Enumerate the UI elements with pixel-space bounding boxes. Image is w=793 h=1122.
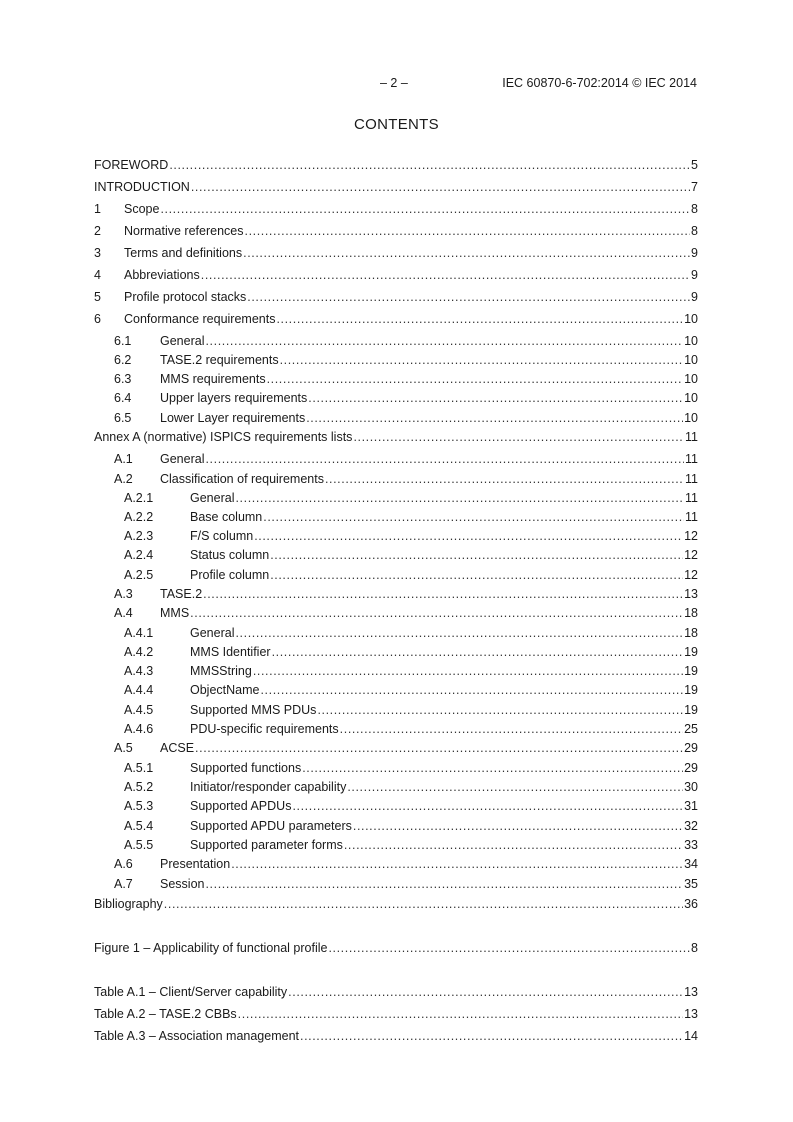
toc-entry-label: TASE.2 requirements [160,353,279,367]
dot-leader [164,897,683,911]
dot-leader [195,741,683,755]
toc-entry-number: A.5 [114,741,133,755]
toc-entry-label: Supported APDU parameters [190,819,352,833]
toc-entry-label: Table A.2 – TASE.2 CBBs [94,1007,237,1021]
dot-leader [245,224,691,238]
toc-entry-page: 7 [691,180,698,194]
toc-entry-page: 10 [684,411,698,425]
toc-entry-page: 19 [684,703,698,717]
dot-leader [300,1029,683,1043]
toc-entry-page: 11 [685,510,698,524]
toc-entry-number: A.5.5 [124,838,154,852]
document-reference: IEC 60870-6-702:2014 © IEC 2014 [502,76,697,90]
toc-entry-label: Conformance requirements [124,312,276,326]
toc-entry[interactable] [94,857,698,875]
page-title: CONTENTS [354,116,439,133]
dot-leader [238,1007,683,1021]
toc-entry-label: PDU-specific requirements [190,722,339,736]
toc-entry-label: Base column [190,510,263,524]
toc-entry-page: 10 [684,334,698,348]
dot-leader [280,353,684,367]
toc-entry-label: Abbreviations [124,268,200,282]
toc-entry-number: 6.1 [114,334,132,348]
toc-entry-number: A.2.5 [124,568,154,582]
dot-leader [353,819,683,833]
toc-entry-page: 10 [684,391,698,405]
toc-entry-number: A.4.6 [124,722,154,736]
dot-leader [190,606,683,620]
dot-leader [235,626,683,640]
toc-entry-number: A.4.1 [124,626,154,640]
toc-entry-label: General [160,452,205,466]
dot-leader [247,290,690,304]
toc-entry[interactable] [94,838,698,856]
dot-leader [191,180,690,194]
toc-entry-page: 9 [691,246,698,260]
toc-entry-page: 33 [684,838,698,852]
toc-entry-label: Initiator/responder capability [190,780,347,794]
toc-entry[interactable] [94,290,698,308]
dot-leader [292,799,683,813]
toc-entry-number: A.2 [114,472,133,486]
dot-leader [353,430,684,444]
toc-entry-page: 13 [684,985,698,999]
dot-leader [254,529,683,543]
toc-entry-label: General [190,626,235,640]
toc-entry-page: 19 [684,664,698,678]
toc-entry-page: 12 [684,548,698,562]
toc-entry[interactable] [94,1007,698,1025]
toc-entry-number: 6.2 [114,353,132,367]
toc-entry[interactable] [94,703,698,721]
toc-entry-number: A.3 [114,587,133,601]
toc-entry-label: F/S column [190,529,254,543]
toc-entry-page: 25 [684,722,698,736]
dot-leader [260,683,683,697]
toc-entry-page: 14 [684,1029,698,1043]
toc-entry-page: 11 [685,472,698,486]
toc-entry-label: Supported parameter forms [190,838,343,852]
dot-leader [267,372,684,386]
toc-entry-number: A.2.3 [124,529,154,543]
dot-leader [263,510,684,524]
dot-leader [235,491,684,505]
toc-entry[interactable] [94,985,698,1003]
toc-entry[interactable] [94,548,698,566]
toc-entry-number: A.5.1 [124,761,154,775]
toc-entry-page: 30 [684,780,698,794]
dot-leader [253,664,683,678]
toc-entry-number: A.2.4 [124,548,154,562]
dot-leader [328,941,690,955]
toc-entry-label: MMS Identifier [190,645,271,659]
toc-entry-label: MMS [160,606,190,620]
toc-entry-number: A.6 [114,857,133,871]
toc-entry-label: TASE.2 [160,587,203,601]
dot-leader [201,268,690,282]
toc-entry-page: 11 [685,430,698,444]
toc-entry-number: 4 [94,268,101,282]
toc-entry-number: 3 [94,246,101,260]
toc-entry-page: 29 [684,741,698,755]
toc-entry-label: Profile column [190,568,270,582]
toc-entry-page: 8 [691,224,698,238]
toc-entry[interactable] [94,353,698,371]
toc-entry[interactable] [94,799,698,817]
toc-entry-page: 32 [684,819,698,833]
dot-leader [231,857,683,871]
toc-entry[interactable] [94,819,698,837]
dot-leader [205,334,683,348]
toc-entry-page: 35 [684,877,698,891]
toc-entry-label: Supported MMS PDUs [190,703,317,717]
toc-entry-label: Figure 1 – Applicability of functional profile [94,941,328,955]
dot-leader [347,780,683,794]
toc-entry[interactable] [94,626,698,644]
toc-entry-label: Bibliography [94,897,163,911]
toc-entry-number: A.5.2 [124,780,154,794]
toc-entry[interactable] [94,472,698,490]
toc-entry-label: Normative references [124,224,244,238]
toc-entry-page: 9 [691,290,698,304]
toc-entry-page: 8 [691,941,698,955]
toc-entry-page: 12 [684,529,698,543]
toc-entry[interactable] [94,941,698,959]
toc-entry-number: A.2.1 [124,491,154,505]
dot-leader [203,587,683,601]
dot-leader [243,246,690,260]
dot-leader [288,985,683,999]
toc-entry[interactable] [94,897,698,915]
toc-entry-page: 11 [685,491,698,505]
toc-entry-page: 34 [684,857,698,871]
toc-entry-page: 9 [691,268,698,282]
toc-entry[interactable] [94,683,698,701]
toc-entry-number: 6.4 [114,391,132,405]
toc-entry[interactable] [94,246,698,264]
toc-entry-number: A.4.4 [124,683,154,697]
toc-entry[interactable] [94,587,698,605]
toc-entry-number: A.4.2 [124,645,154,659]
toc-entry-label: Classification of requirements [160,472,324,486]
toc-entry-label: Presentation [160,857,231,871]
dot-leader [306,411,683,425]
dot-leader [205,452,684,466]
dot-leader [344,838,683,852]
dot-leader [276,312,683,326]
toc-entry[interactable] [94,411,698,429]
page-number: – 2 – [380,76,408,90]
toc-entry-label: Lower Layer requirements [160,411,306,425]
toc-entry[interactable] [94,202,698,220]
toc-entry-page: 36 [684,897,698,911]
toc-entry-number: 1 [94,202,101,216]
toc-entry-page: 31 [684,799,698,813]
toc-entry[interactable] [94,877,698,895]
toc-entry[interactable] [94,158,698,176]
toc-entry[interactable] [94,645,698,663]
dot-leader [270,548,683,562]
toc-entry[interactable] [94,391,698,409]
toc-entry-page: 13 [684,1007,698,1021]
toc-entry-label: General [160,334,205,348]
toc-entry-number: 6.3 [114,372,132,386]
dot-leader [205,877,683,891]
toc-entry-page: 19 [684,683,698,697]
dot-leader [325,472,684,486]
toc-entry[interactable] [94,430,698,448]
toc-entry[interactable] [94,224,698,242]
toc-entry-number: A.1 [114,452,133,466]
toc-entry-label: MMS requirements [160,372,266,386]
toc-entry-page: 18 [684,606,698,620]
toc-entry-number: A.2.2 [124,510,154,524]
toc-entry[interactable] [94,334,698,352]
toc-entry[interactable] [94,664,698,682]
toc-entry[interactable] [94,268,698,286]
toc-entry-label: ObjectName [190,683,260,697]
toc-entry-label: Upper layers requirements [160,391,308,405]
toc-entry[interactable] [94,606,698,624]
toc-entry-label: Status column [190,548,270,562]
toc-entry-label: ACSE [160,741,195,755]
toc-entry[interactable] [94,568,698,586]
toc-entry-number: A.4.3 [124,664,154,678]
toc-entry-number: A.5.3 [124,799,154,813]
toc-entry[interactable] [94,510,698,528]
toc-entry-number: A.4.5 [124,703,154,717]
toc-entry[interactable] [94,372,698,390]
toc-entry[interactable] [94,180,698,198]
toc-entry-label: Supported functions [190,761,302,775]
toc-entry[interactable] [94,761,698,779]
toc-entry[interactable] [94,491,698,509]
toc-entry-page: 19 [684,645,698,659]
toc-entry-label: Table A.1 – Client/Server capability [94,985,288,999]
toc-entry-label: Supported APDUs [190,799,292,813]
dot-leader [270,568,683,582]
toc-entry-label: Profile protocol stacks [124,290,247,304]
toc-entry[interactable] [94,741,698,759]
toc-entry-label: INTRODUCTION [94,180,190,194]
dot-leader [160,202,690,216]
toc-entry-label: Scope [124,202,160,216]
toc-entry-page: 5 [691,158,698,172]
dot-leader [308,391,683,405]
dot-leader [317,703,683,717]
toc-entry-page: 12 [684,568,698,582]
toc-entry-number: A.7 [114,877,133,891]
toc-entry-label: FOREWORD [94,158,169,172]
toc-entry[interactable] [94,722,698,740]
toc-entry[interactable] [94,1029,698,1047]
toc-entry-page: 8 [691,202,698,216]
dot-leader [340,722,683,736]
toc-entry-label: MMSString [190,664,252,678]
dot-leader [169,158,690,172]
toc-entry-number: 2 [94,224,101,238]
toc-entry-number: 5 [94,290,101,304]
toc-entry-label: Table A.3 – Association management [94,1029,299,1043]
toc-entry-page: 11 [685,452,698,466]
toc-entry-number: A.4 [114,606,133,620]
toc-entry-page: 10 [684,353,698,367]
toc-entry[interactable] [94,780,698,798]
toc-entry-number: 6.5 [114,411,132,425]
toc-entry-page: 29 [684,761,698,775]
toc-entry-label: Annex A (normative) ISPICS requirements lists [94,430,353,444]
dot-leader [302,761,683,775]
toc-entry-number: A.5.4 [124,819,154,833]
toc-entry-page: 10 [684,372,698,386]
dot-leader [272,645,684,659]
toc-entry[interactable] [94,312,698,330]
toc-entry-page: 10 [684,312,698,326]
toc-entry-label: General [190,491,235,505]
toc-entry[interactable] [94,529,698,547]
toc-entry-page: 13 [684,587,698,601]
toc-entry-label: Session [160,877,205,891]
toc-entry-label: Terms and definitions [124,246,243,260]
toc-entry-number: 6 [94,312,101,326]
toc-entry[interactable] [94,452,698,470]
toc-entry-page: 18 [684,626,698,640]
